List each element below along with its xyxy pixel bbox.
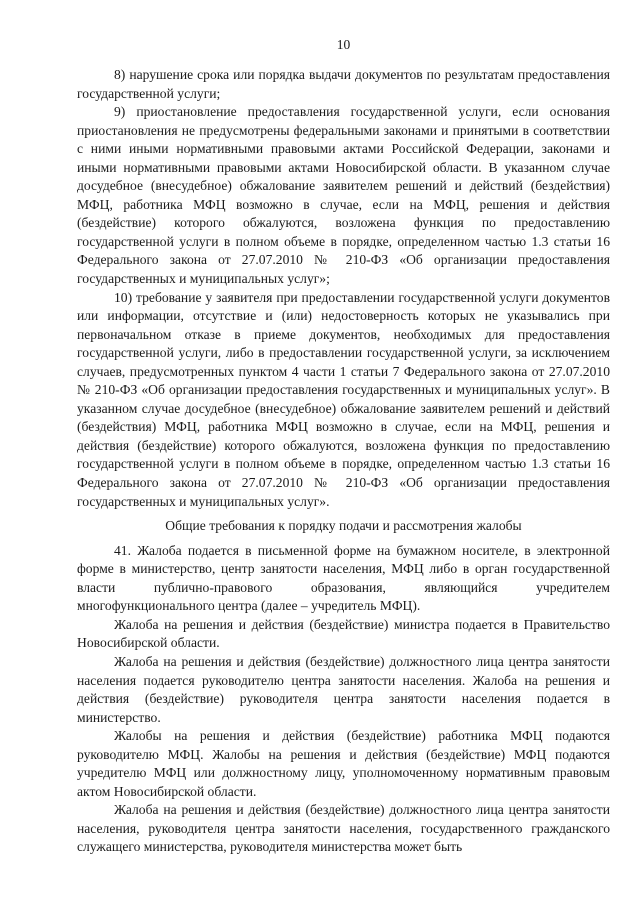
paragraph-minister-complaint: Жалоба на решения и действия (бездействие) министра подается в Правительство Новосибирской области. bbox=[77, 616, 610, 651]
paragraph-mfc-complaint: Жалобы на решения и действия (бездействие) работника МФЦ подаются руководителю МФЦ. Жалобы на решения и действия (бездействие) МФЦ подаются учредителю МФЦ или должностному лицу, уполномоченному нормативным правовым актом Новосибирской области. bbox=[77, 728, 610, 799]
paragraph-item-9: 9) приостановление предоставления государственной услуги, если основания приостановления не предусмотрены федеральными законами и принятыми в соответствии с ними иными нормативными правовыми актами Российской Федерации, законами и иными нормативными правовыми актами Новосибирской области. В указанном случае досудебное (внесудебное) обжалование заявителем решений и действий (бездействия) МФЦ, работника МФЦ возможно в случае, если на МФЦ, решения и действия (бездействие) которого обжалуются, возложена функция по предоставлению государственной услуги в полном объеме в порядке, определенном частью 1.3 статьи 16 Федерального закона от 27.07.2010 № 210-ФЗ «Об организации предоставления государственных и муниципальных услуг»; bbox=[77, 104, 610, 287]
paragraph-employment-center-complaint: Жалоба на решения и действия (бездействие) должностного лица центра занятости населения подается руководителю центра занятости населения. Жалоба на решения и действия (бездействие) руководителя центра занятости населения подается в министерство. bbox=[77, 653, 610, 725]
document-page bbox=[77, 0, 610, 905]
page-number: 10 bbox=[336, 37, 351, 52]
paragraph-official-complaint: Жалоба на решения и действия (бездействие) должностного лица центра занятости населения, руководителя центра занятости населения, государственного гражданского служащего министерства, руководителя министерства может быть bbox=[77, 802, 610, 855]
paragraph-clause-41: 41. Жалоба подается в письменной форме на бумажном носителе, в электронной форме в министерство, центр занятости населения, МФЦ либо в орган государственной власти публично-правового образования, являющийся учредителем многофункционального центра (далее – учредитель МФЦ). bbox=[77, 542, 610, 614]
paragraph-item-8: 8) нарушение срока или порядка выдачи документов по результатам предоставления государственной услуги; bbox=[77, 67, 610, 101]
document-body bbox=[77, 66, 610, 857]
section-heading: Общие требования к порядку подачи и рассмотрения жалобы bbox=[165, 518, 522, 534]
paragraph-item-10: 10) требование у заявителя при предоставлении государственной услуги документов или информации, отсутствие и (или) недостоверность которых не указывались при первоначальном отказе в приеме документов, необходимых для предоставления государственной услуги, либо в предоставлении государственной услуги, за исключением случаев, предусмотренных пунктом 4 части 1 статьи 7 Федерального закона от 27.07.2010 № 210-ФЗ «Об организации предоставления государственных и муниципальных услуг». В указанном случае досудебное (внесудебное) обжалование заявителем решений и действий (бездействия) МФЦ, работника МФЦ возможно в случае, если на МФЦ, решения и действия (бездействие) которого обжалуются, возложена функция по предоставлению государственной услуги в полном объеме в порядке, определенном частью 1.3 статьи 16 Федерального закона от 27.07.2010 № 210-ФЗ «Об организации предоставления государственных и муниципальных услуг». bbox=[77, 289, 610, 509]
